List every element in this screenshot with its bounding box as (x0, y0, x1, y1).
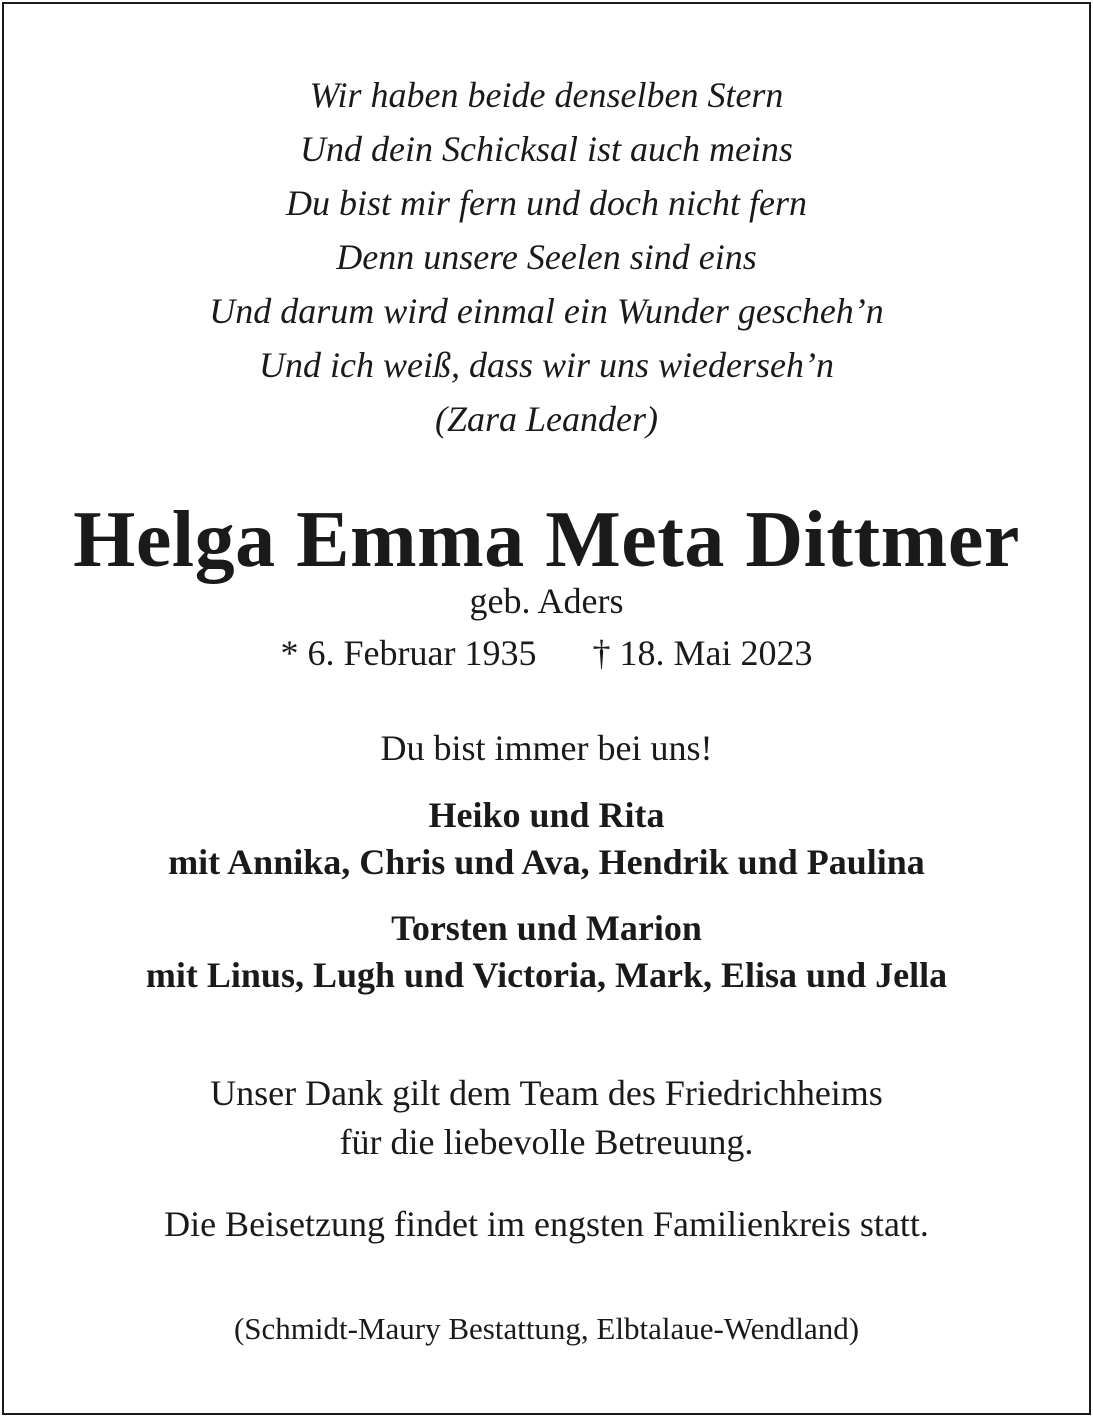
poem-line-4: Denn unsere Seelen sind eins (336, 237, 757, 277)
life-dates (0, 633, 1093, 673)
family-children-2: mit Linus, Lugh und Victoria, Mark, Elisa und Jella (145, 955, 948, 995)
memorial-message: Du bist immer bei uns! (380, 728, 713, 768)
burial-notice: Die Beisetzung findet im engsten Familienkreis statt. (164, 1204, 929, 1244)
death-date: † 18. Mai 2023 (592, 633, 813, 673)
poem-line-3: Du bist mir fern und doch nicht fern (286, 183, 807, 223)
thanks-line-2: für die liebevolle Betreuung. (339, 1122, 754, 1162)
undertaker-credit: (Schmidt-Maury Bestattung, Elbtalaue-Wendland) (233, 1311, 860, 1346)
family-head-2: Torsten und Marion (391, 908, 702, 948)
poem-line-5: Und darum wird einmal ein Wunder gescheh’n (209, 291, 884, 331)
poem-line-1: Wir haben beide denselben Stern (309, 75, 784, 115)
poem-attribution: (Zara Leander) (435, 399, 658, 439)
poem-line-6: Und ich weiß, dass wir uns wiederseh’n (259, 345, 834, 385)
deceased-name: Helga Emma Meta Dittmer (73, 496, 1020, 584)
poem-line-2: Und dein Schicksal ist auch meins (300, 129, 793, 169)
birth-date: * 6. Februar 1935 (280, 633, 537, 673)
family-head-1: Heiko und Rita (428, 795, 665, 835)
thanks-line-1: Unser Dank gilt dem Team des Friedrichheims (210, 1073, 883, 1113)
family-children-1: mit Annika, Chris und Ava, Hendrik und Paulina (168, 842, 925, 882)
maiden-name: geb. Aders (469, 581, 624, 621)
